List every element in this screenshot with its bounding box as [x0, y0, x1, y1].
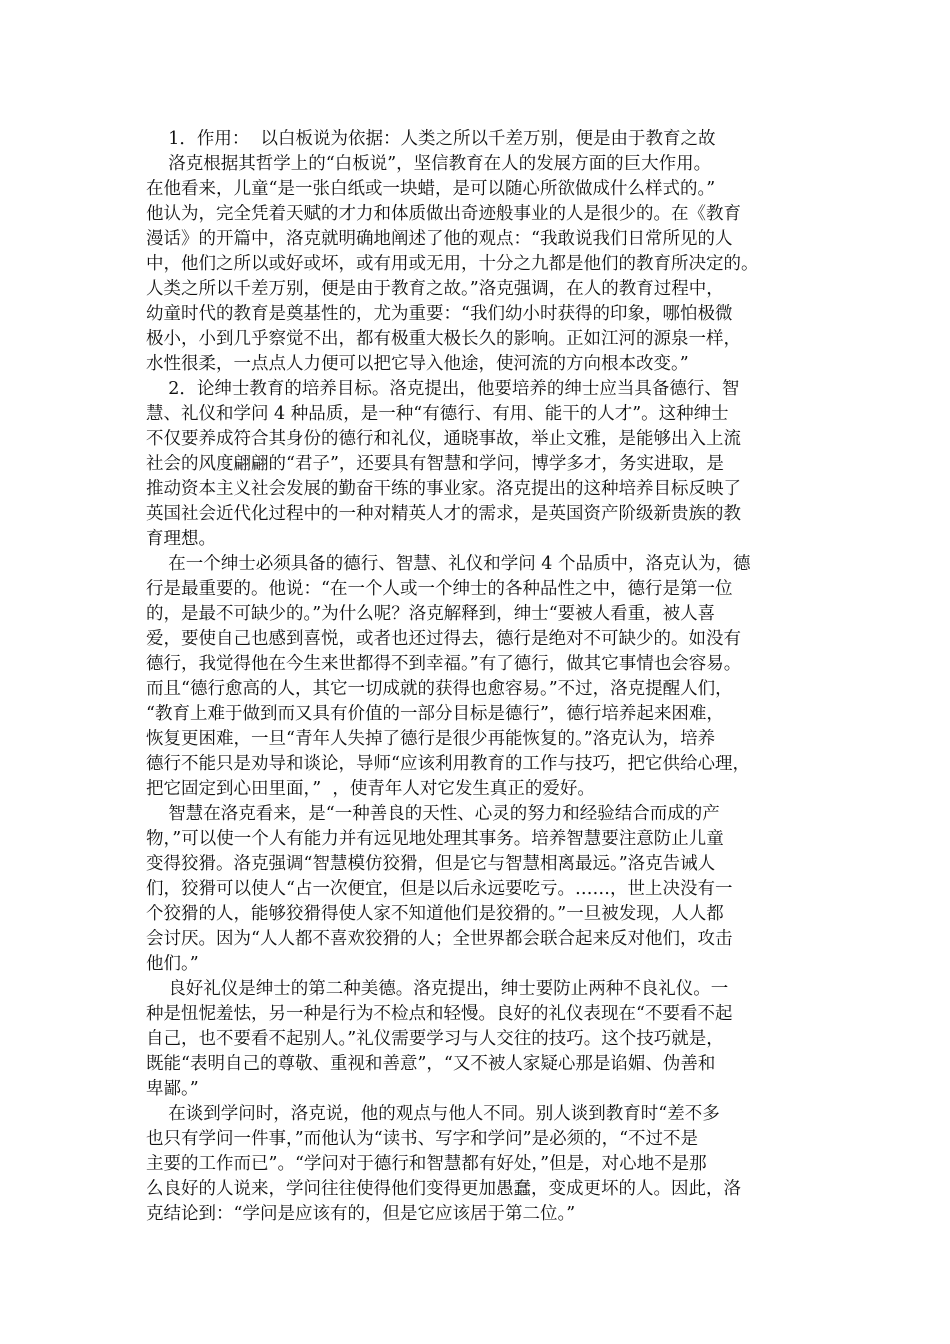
document-body	[146, 127, 814, 1227]
text-line: 个狡猾的人，能够狡猾得使人家不知道他们是狡猾的。”一旦被发现，人人都	[146, 904, 724, 924]
text-line: 会讨厌。因为“人人都不喜欢狡猾的人；全世界都会联合起来反对他们，攻击	[146, 929, 733, 949]
text-line: 英国社会近代化过程中的一种对精英人才的需求，是英国资产阶级新贵族的教	[146, 504, 741, 524]
text-line: 智慧在洛克看来，是“一种善良的天性、心灵的努力和经验结合而成的产	[146, 804, 720, 824]
text-line: 变得狡猾。洛克强调“智慧模仿狡猾，但是它与智慧相离最远。”洛克告诫人	[146, 854, 716, 874]
text-line: 主要的工作而已”。“学问对于德行和智慧都有好处，”但是，对心地不是那	[146, 1154, 707, 1174]
text-line: 人类之所以千差万别，便是由于教育之故。”洛克强调，在人的教育过程中，	[146, 279, 724, 299]
text-line: 行是最重要的。他说：“在一个人或一个绅士的各种品性之中，德行是第一位	[146, 579, 733, 599]
text-line: 种是忸怩羞怯，另一种是行为不检点和轻慢。良好的礼仪表现在“不要看不起	[146, 1004, 733, 1024]
text-line: “教育上难于做到而又具有价值的一部分目标是德行”，德行培养起来困难，	[146, 704, 724, 724]
text-line: 也只有学问一件事，”而他认为“读书、写字和学问”是必须的，“不过不是	[146, 1129, 699, 1149]
text-line: 幼童时代的教育是奠基性的，尤为重要：“我们幼小时获得的印象，哪怕极微	[146, 304, 733, 324]
text-line: 们，狡猾可以使人“占一次便宜，但是以后永远要吃亏。……，世上决没有一	[146, 879, 733, 899]
text-line: 在谈到学问时，洛克说，他的观点与他人不同。别人谈到教育时“差不多	[146, 1104, 720, 1124]
text-line: 克结论到：“学问是应该有的，但是它应该居于第二位。”	[146, 1204, 576, 1224]
text-line: 洛克根据其哲学上的“白板说”，坚信教育在人的发展方面的巨大作用。	[146, 154, 712, 174]
text-line: 么良好的人说来，学问往往使得他们变得更加愚蠢，变成更坏的人。因此，洛	[146, 1179, 741, 1199]
text-line: 育理想。	[146, 529, 216, 549]
text-line: 2．论绅士教育的培养目标。洛克提出，他要培养的绅士应当具备德行、智	[146, 379, 740, 399]
text-line: 而且“德行愈高的人，其它一切成就的获得也愈容易。”不过，洛克提醒人们，	[146, 679, 733, 699]
text-line: 极小，小到几乎察觉不出，都有极重大极长久的影响。正如江河的源泉一样，	[146, 329, 741, 349]
text-line: 恢复更困难，一旦“青年人失掉了德行是很少再能恢复的。”洛克认为，培养	[146, 729, 716, 749]
text-line: 水性很柔，一点点人力便可以把它导入他途，使河流的方向根本改变。”	[146, 354, 689, 374]
text-line: 不仅要养成符合其身份的德行和礼仪，通晓事故，举止文雅，是能够出入上流	[146, 429, 741, 449]
text-line: 把它固定到心田里面，” ，使青年人对它发生真正的爱好。	[146, 779, 595, 799]
text-line: 的，是最不可缺少的。”为什么呢？洛克解释到，绅士“要被人看重，被人喜	[146, 604, 716, 624]
text-line: 卑鄙。”	[146, 1079, 199, 1099]
text-line: 社会的风度翩翩的“君子”，还要具有智慧和学问，博学多才，务实进取，是	[146, 454, 724, 474]
text-line: 良好礼仪是绅士的第二种美德。洛克提出，绅士要防止两种不良礼仪。一	[146, 979, 729, 999]
text-line: 中，他们之所以或好或坏，或有用或无用，十分之九都是他们的教育所决定的。	[146, 254, 759, 274]
text-line: 慧、礼仪和学问 4 种品质，是一种“有德行、有用、能干的人才”。这种绅士	[146, 404, 729, 424]
text-line: 推动资本主义社会发展的勤奋干练的事业家。洛克提出的这种培养目标反映了	[146, 479, 741, 499]
text-line: 德行，我觉得他在今生来世都得不到幸福。”有了德行，做其它事情也会容易。	[146, 654, 742, 674]
text-line: 在他看来，儿童“是一张白纸或一块蜡，是可以随心所欲做成什么样式的。”	[146, 179, 716, 199]
text-line: 在一个绅士必须具备的德行、智慧、礼仪和学问 4 个品质中，洛克认为，德	[146, 554, 751, 574]
text-line: 物，”可以使一个人有能力并有远见地处理其事务。培养智慧要注意防止儿童	[146, 829, 724, 849]
text-line: 漫话》的开篇中，洛克就明确地阐述了他的观点：“我敢说我们日常所见的人	[146, 229, 733, 249]
text-line: 1．作用： 以白板说为依据：人类之所以千差万别，便是由于教育之故	[146, 129, 716, 149]
text-line: 既能“表明自己的尊敬、重视和善意”，“又不被人家疑心那是谄媚、伪善和	[146, 1054, 716, 1074]
text-line: 自己，也不要看不起别人。”礼仪需要学习与人交往的技巧。这个技巧就是，	[146, 1029, 724, 1049]
text-line: 他们。”	[146, 954, 199, 974]
text-line: 他认为，完全凭着天赋的才力和体质做出奇迹般事业的人是很少的。在《教育	[146, 204, 741, 224]
text-line: 爱，要使自己也感到喜悦，或者也还过得去，德行是绝对不可缺少的。如没有	[146, 629, 741, 649]
text-line: 德行不能只是劝导和谈论，导师“应该利用教育的工作与技巧，把它供给心理，	[146, 754, 750, 774]
